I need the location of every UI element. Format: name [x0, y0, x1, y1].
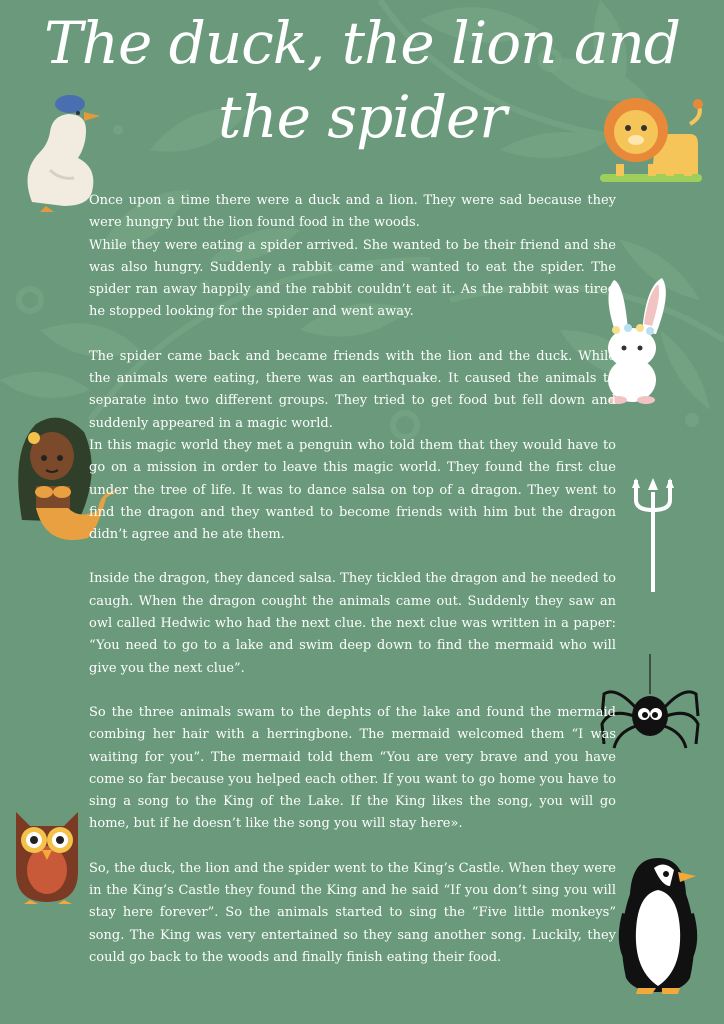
story-text	[89, 190, 616, 969]
paragraph: The spider came back and became friends with the lion and the duck. While the animals were eating, there was an earthquake. It caused the animals to separate into two different groups. They tried to get food but fell down and suddenly appeared in a magic world.	[89, 348, 616, 431]
paragraph: In this magic world they met a penguin who told them that they would have to go on a mission in order to leave this magic world. They found the first clue under the tree of life. It was to dance salsa on top of a dragon. They went to find the dragon and they wanted to become friends with him but the dragon didn’t agree and he ate them.	[89, 437, 616, 543]
lion-icon	[596, 94, 706, 186]
penguin-icon	[618, 854, 700, 996]
paragraph: So the three animals swam to the dephts of the lake and found the mermaid combing her hair with a herringbone. The mermaid welcomed them “I was waiting for you”. The mermaid told them “You are very brave and you have come so far because you helped each other. If you want to go home you have to sing a song to the King of the Lake. If the King likes the song, you will go home, but if he doesn’t like the song you will stay here».	[89, 704, 616, 832]
page-title: The duck, the lion and the spider	[43, 9, 681, 151]
paragraph: So, the duck, the lion and the spider went to the King’s Castle. When they were in the King’s Castle they found the King and he said “If you don’t sing you will stay here forever”. So the animals started to sing the “Five little monkeys” song. The King was very entertained so they sang another song. Luckily, they could go back to the woods and finally finish eating their food.	[89, 860, 616, 965]
paragraph: While they were eating a spider arrived. She wanted to be their friend and she was also hungry. Suddenly a rabbit came and wanted to eat the spider. The spider ran away happily and the rabbit couldn’t eat it. As the rabbit was tired he stopped looking for the spider and went away.	[89, 237, 616, 320]
paragraph: Inside the dragon, they danced salsa. They tickled the dragon and he needed to caugh. When the dragon cought the animals came out. Suddenly they saw an owl called Hedwic who had the next clue. the next clue was written in a paper: “You need to go to a lake and swim deep down to find the mermaid who will give you the next clue”.	[89, 571, 616, 676]
owl-icon	[10, 808, 84, 904]
trident-icon	[632, 478, 674, 594]
paragraph: Once upon a time there were a duck and a lion. They were sad because they were hungry but the lion found food in the woods.	[89, 193, 616, 231]
